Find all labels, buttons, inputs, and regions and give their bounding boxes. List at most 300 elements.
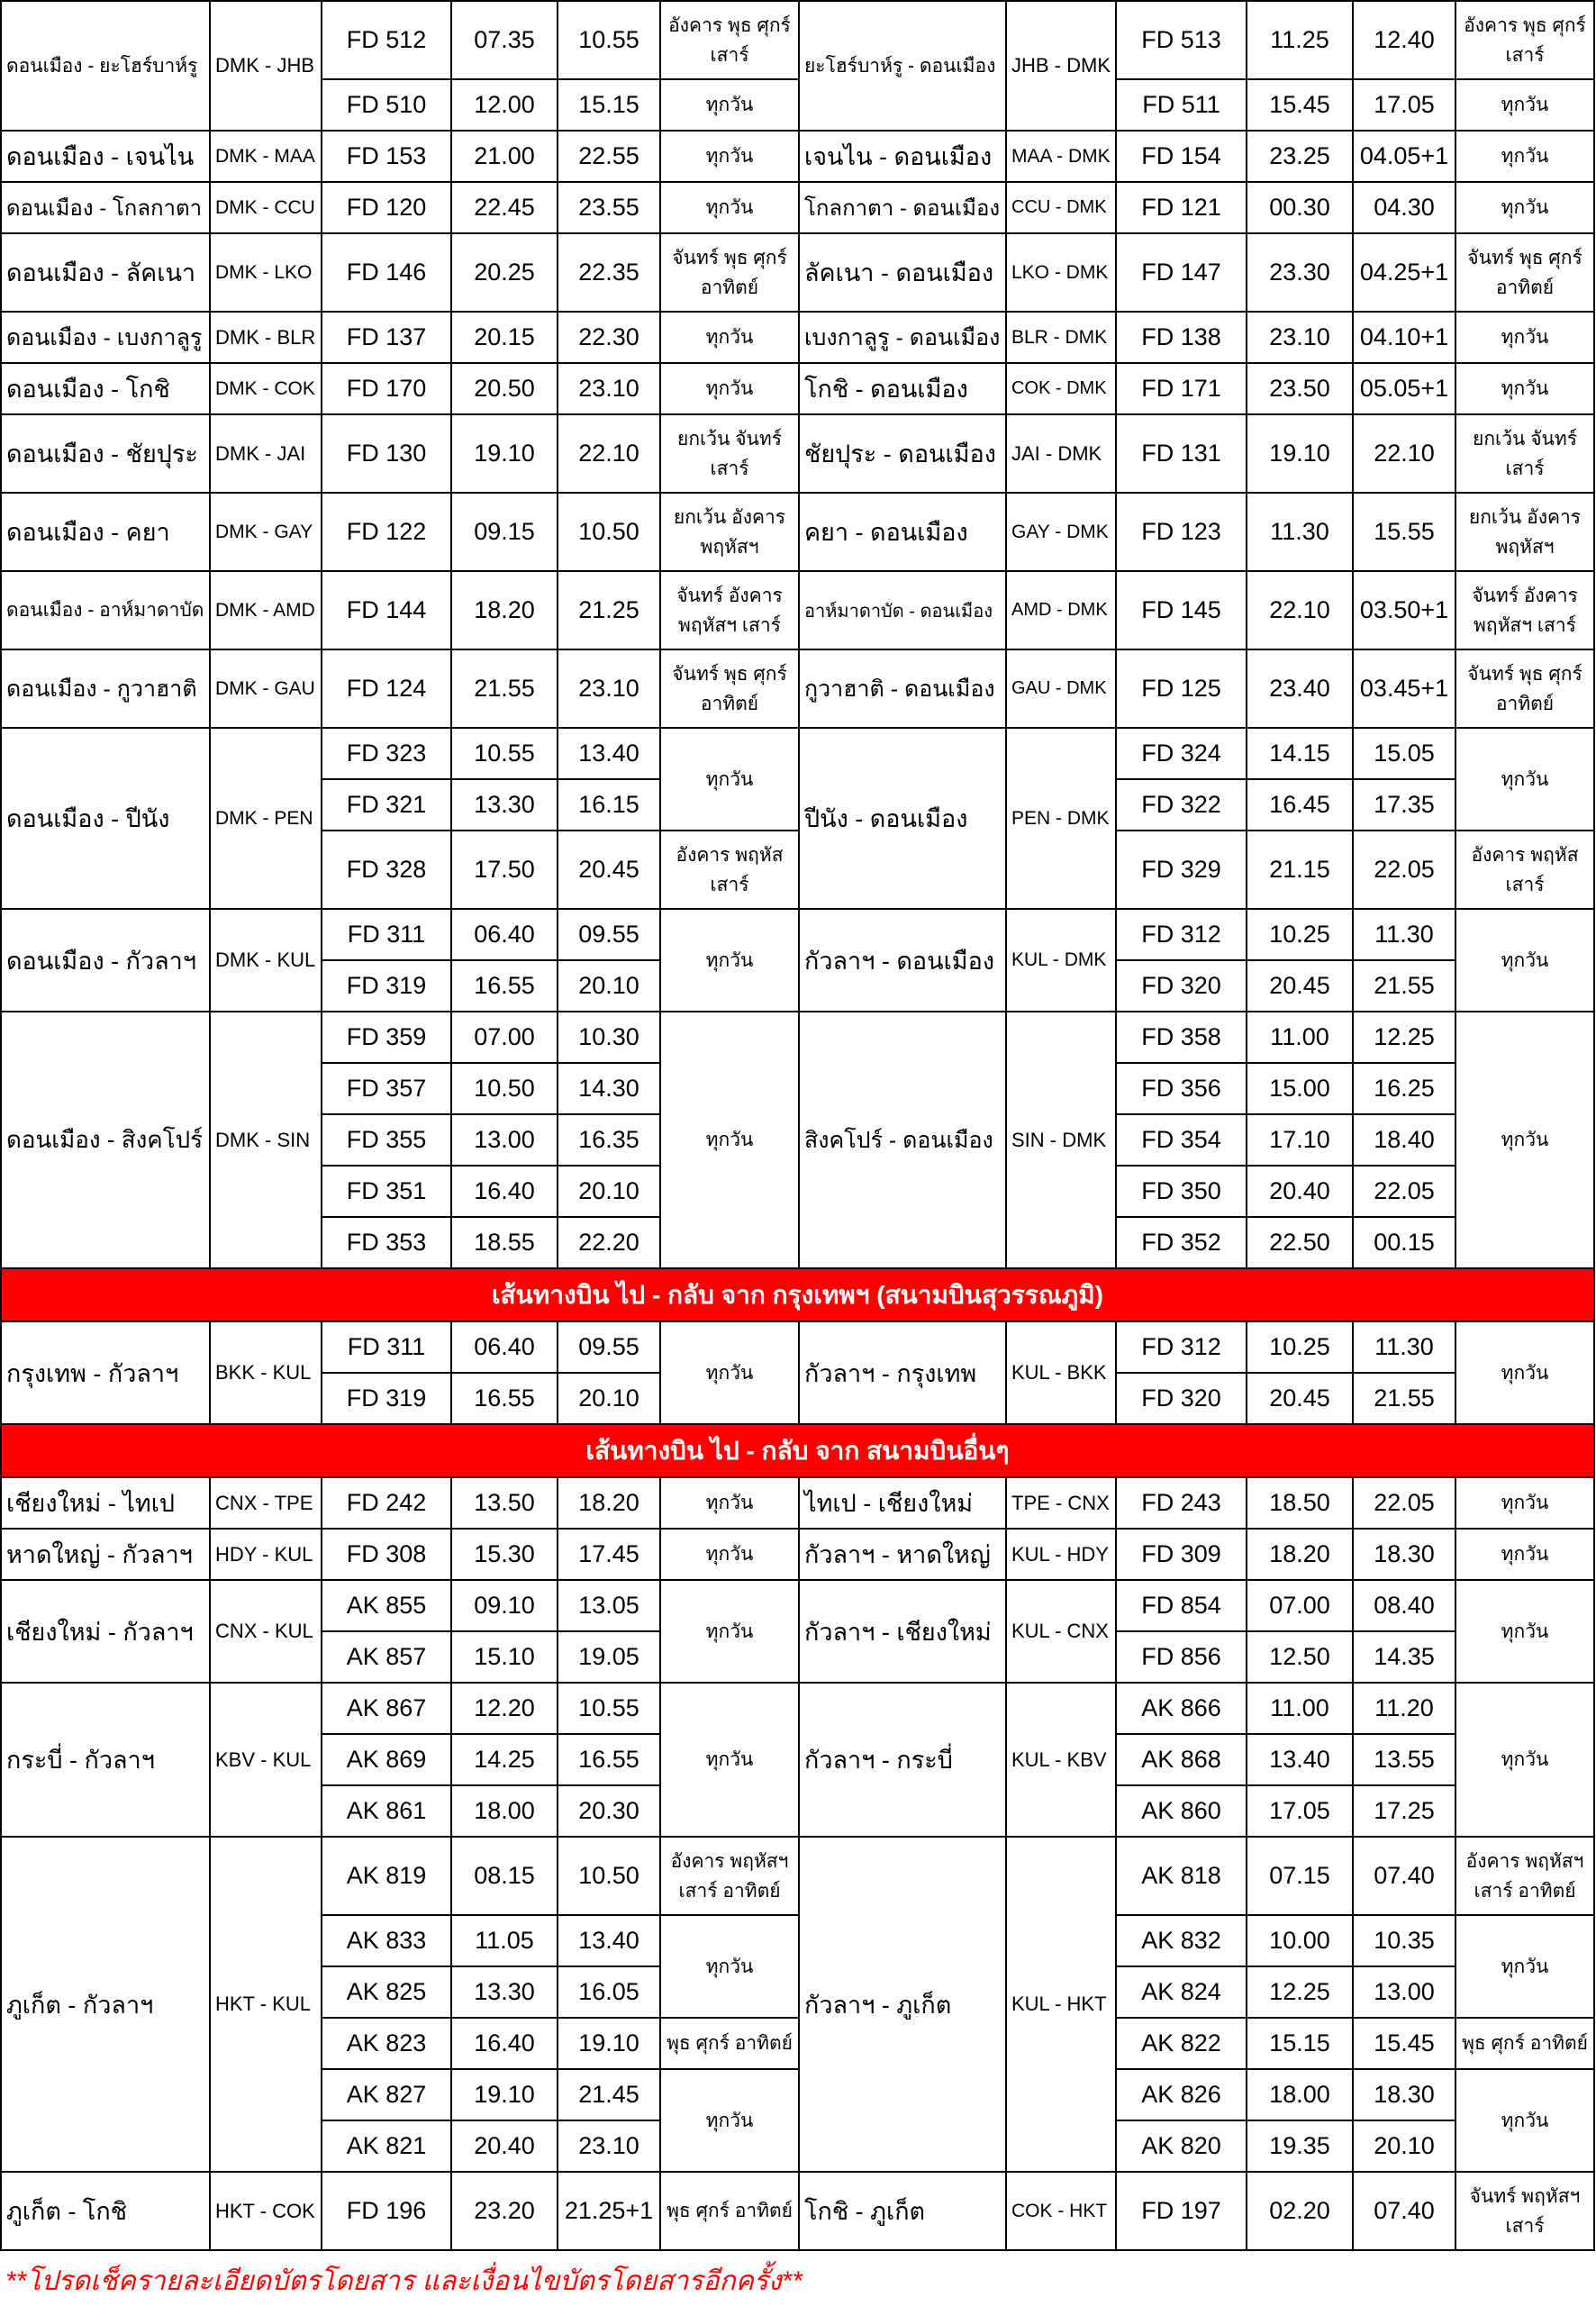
route-return: โกชิ - ดอนเมือง bbox=[800, 364, 1007, 415]
departure-time-return: 10.25 bbox=[1247, 910, 1354, 961]
operating-days-outbound bbox=[661, 2070, 800, 2173]
departure-time-return: 11.25 bbox=[1247, 2, 1354, 80]
arrival-time-return: 12.25 bbox=[1354, 1012, 1456, 1064]
operating-days-outbound bbox=[661, 2019, 800, 2070]
route-code-return: PEN - DMK bbox=[1007, 729, 1117, 910]
flight-number-return: FD 125 bbox=[1117, 650, 1247, 729]
departure-time-return: 22.10 bbox=[1247, 572, 1354, 650]
route-outbound: ภูเก็ต - กัวลาฯ bbox=[2, 1838, 211, 2173]
departure-time-return: 17.10 bbox=[1247, 1115, 1354, 1167]
departure-time-outbound: 12.20 bbox=[452, 1684, 558, 1735]
flight-number-outbound: FD 124 bbox=[322, 650, 452, 729]
arrival-time-outbound: 13.40 bbox=[558, 729, 661, 780]
departure-time-return: 11.00 bbox=[1247, 1012, 1354, 1064]
operating-days-outbound bbox=[661, 494, 800, 572]
route-code-return: KUL - BKK bbox=[1007, 1322, 1117, 1425]
arrival-time-return: 13.55 bbox=[1354, 1735, 1456, 1786]
departure-time-return: 18.20 bbox=[1247, 1530, 1354, 1581]
departure-time-outbound: 17.50 bbox=[452, 831, 558, 910]
flight-number-return: FD 243 bbox=[1117, 1478, 1247, 1530]
operating-days-line: ทุกวัน bbox=[705, 327, 754, 348]
operating-days-return bbox=[1456, 234, 1595, 313]
arrival-time-return: 03.45+1 bbox=[1354, 650, 1456, 729]
operating-days-line: เสาร์ bbox=[1505, 458, 1545, 479]
operating-days-outbound bbox=[661, 1530, 800, 1581]
arrival-time-return: 04.30 bbox=[1354, 183, 1456, 234]
route-return: เจนไน - ดอนเมือง bbox=[800, 132, 1007, 183]
departure-time-outbound: 09.10 bbox=[452, 1581, 558, 1632]
route-code-outbound: DMK - SIN bbox=[211, 1012, 322, 1269]
operating-days-return bbox=[1456, 132, 1595, 183]
arrival-time-outbound: 23.10 bbox=[558, 364, 661, 415]
route-outbound: กระบี่ - กัวลาฯ bbox=[2, 1684, 211, 1838]
departure-time-return: 15.45 bbox=[1247, 80, 1354, 132]
arrival-time-outbound: 10.50 bbox=[558, 494, 661, 572]
flight-number-outbound: FD 196 bbox=[322, 2173, 452, 2251]
operating-days-line: ทุกวัน bbox=[705, 1130, 754, 1150]
route-code-outbound: HKT - KUL bbox=[211, 1838, 322, 2173]
operating-days-outbound bbox=[661, 572, 800, 650]
flight-number-outbound: FD 130 bbox=[322, 415, 452, 494]
arrival-time-return: 17.25 bbox=[1354, 1786, 1456, 1838]
operating-days-line: พฤหัสฯ bbox=[1495, 536, 1555, 558]
arrival-time-return: 04.25+1 bbox=[1354, 234, 1456, 313]
operating-days-outbound bbox=[661, 313, 800, 364]
operating-days-line: ทุกวัน bbox=[1501, 1130, 1549, 1150]
arrival-time-return: 15.45 bbox=[1354, 2019, 1456, 2070]
arrival-time-return: 03.50+1 bbox=[1354, 572, 1456, 650]
departure-time-outbound: 21.55 bbox=[452, 650, 558, 729]
arrival-time-outbound: 13.40 bbox=[558, 1916, 661, 1967]
route-code-return: JHB - DMK bbox=[1007, 2, 1117, 132]
departure-time-outbound: 11.05 bbox=[452, 1916, 558, 1967]
operating-days-outbound bbox=[661, 183, 800, 234]
operating-days-outbound bbox=[661, 910, 800, 1012]
operating-days-line: ทุกวัน bbox=[1501, 949, 1549, 971]
arrival-time-outbound: 23.55 bbox=[558, 183, 661, 234]
departure-time-outbound: 19.10 bbox=[452, 415, 558, 494]
departure-time-return: 10.25 bbox=[1247, 1322, 1354, 1374]
operating-days-line: ทุกวัน bbox=[705, 197, 754, 218]
arrival-time-outbound: 09.55 bbox=[558, 910, 661, 961]
operating-days-line: ทุกวัน bbox=[705, 1749, 754, 1770]
route-outbound: กรุงเทพ - กัวลาฯ bbox=[2, 1322, 211, 1425]
operating-days-line: อาทิตย์ bbox=[700, 277, 759, 298]
flight-number-outbound: AK 857 bbox=[322, 1632, 452, 1684]
departure-time-return: 07.15 bbox=[1247, 1838, 1354, 1916]
operating-days-line: จันทร์ พุธ ศุกร์ bbox=[672, 247, 787, 268]
departure-time-outbound: 18.55 bbox=[452, 1218, 558, 1269]
arrival-time-return: 16.25 bbox=[1354, 1064, 1456, 1115]
departure-time-outbound: 19.10 bbox=[452, 2070, 558, 2121]
operating-days-return bbox=[1456, 313, 1595, 364]
arrival-time-return: 15.05 bbox=[1354, 729, 1456, 780]
operating-days-outbound bbox=[661, 132, 800, 183]
arrival-time-outbound: 10.50 bbox=[558, 1838, 661, 1916]
flight-number-return: FD 138 bbox=[1117, 313, 1247, 364]
route-code-return: KUL - DMK bbox=[1007, 910, 1117, 1012]
arrival-time-return: 21.55 bbox=[1354, 961, 1456, 1012]
flight-number-outbound: AK 833 bbox=[322, 1916, 452, 1967]
operating-days-line: ทุกวัน bbox=[1501, 1749, 1549, 1770]
arrival-time-outbound: 22.30 bbox=[558, 313, 661, 364]
departure-time-outbound: 20.25 bbox=[452, 234, 558, 313]
operating-days-outbound bbox=[661, 80, 800, 132]
arrival-time-return: 17.05 bbox=[1354, 80, 1456, 132]
operating-days-outbound bbox=[661, 650, 800, 729]
operating-days-line: ยกเว้น อังคาร bbox=[673, 506, 786, 528]
operating-days-line: พฤหัสฯ เสาร์ bbox=[678, 614, 781, 636]
operating-days-line: พุธ ศุกร์ อาทิตย์ bbox=[667, 2033, 793, 2054]
departure-time-return: 17.05 bbox=[1247, 1786, 1354, 1838]
flight-number-return: AK 868 bbox=[1117, 1735, 1247, 1786]
section-header: เส้นทางบิน ไป - กลับ จาก กรุงเทพฯ (สนามบินสุวรรณภูมิ) bbox=[2, 1269, 1595, 1322]
departure-time-outbound: 16.55 bbox=[452, 1374, 558, 1425]
operating-days-line: ทุกวัน bbox=[1501, 1493, 1549, 1513]
operating-days-line: เสาร์ bbox=[710, 458, 749, 479]
route-return: โกชิ - ภูเก็ต bbox=[800, 2173, 1007, 2251]
route-code-return: KUL - HKT bbox=[1007, 1838, 1117, 2173]
departure-time-outbound: 16.55 bbox=[452, 961, 558, 1012]
route-outbound: ดอนเมือง - ชัยปุระ bbox=[2, 415, 211, 494]
section-header: เส้นทางบิน ไป - กลับ จาก สนามบินอื่นๆ bbox=[2, 1425, 1595, 1478]
arrival-time-outbound: 20.10 bbox=[558, 961, 661, 1012]
flight-number-outbound: FD 144 bbox=[322, 572, 452, 650]
route-return: กัวลาฯ - เชียงใหม่ bbox=[800, 1581, 1007, 1684]
operating-days-line: เสาร์ bbox=[710, 44, 749, 66]
flight-number-return: FD 123 bbox=[1117, 494, 1247, 572]
operating-days-outbound bbox=[661, 1012, 800, 1269]
route-code-return: AMD - DMK bbox=[1007, 572, 1117, 650]
arrival-time-return: 13.00 bbox=[1354, 1967, 1456, 2019]
operating-days-outbound bbox=[661, 1478, 800, 1530]
departure-time-outbound: 13.30 bbox=[452, 1967, 558, 2019]
operating-days-line: อาทิตย์ bbox=[1495, 277, 1555, 298]
arrival-time-return: 22.05 bbox=[1354, 1167, 1456, 1218]
flight-number-return: FD 354 bbox=[1117, 1115, 1247, 1167]
departure-time-return: 10.00 bbox=[1247, 1916, 1354, 1967]
arrival-time-return: 08.40 bbox=[1354, 1581, 1456, 1632]
operating-days-return bbox=[1456, 1478, 1595, 1530]
departure-time-return: 15.15 bbox=[1247, 2019, 1354, 2070]
operating-days-outbound bbox=[661, 1916, 800, 2019]
route-return: กัวลาฯ - หาดใหญ่ bbox=[800, 1530, 1007, 1581]
flight-number-outbound: FD 122 bbox=[322, 494, 452, 572]
departure-time-outbound: 06.40 bbox=[452, 1322, 558, 1374]
departure-time-outbound: 15.10 bbox=[452, 1632, 558, 1684]
flight-number-return: FD 145 bbox=[1117, 572, 1247, 650]
flight-number-outbound: AK 823 bbox=[322, 2019, 452, 2070]
flight-number-outbound: FD 242 bbox=[322, 1478, 452, 1530]
arrival-time-outbound: 20.45 bbox=[558, 831, 661, 910]
arrival-time-outbound: 16.15 bbox=[558, 780, 661, 831]
operating-days-line: ทุกวัน bbox=[705, 1362, 754, 1384]
departure-time-return: 23.10 bbox=[1247, 313, 1354, 364]
flight-number-return: FD 154 bbox=[1117, 132, 1247, 183]
arrival-time-return: 05.05+1 bbox=[1354, 364, 1456, 415]
flight-number-return: FD 854 bbox=[1117, 1581, 1247, 1632]
route-return: อาห์มาดาบัด - ดอนเมือง bbox=[800, 572, 1007, 650]
departure-time-outbound: 23.20 bbox=[452, 2173, 558, 2251]
flight-number-return: FD 312 bbox=[1117, 910, 1247, 961]
flight-number-outbound: FD 311 bbox=[322, 1322, 452, 1374]
flight-number-return: FD 320 bbox=[1117, 961, 1247, 1012]
flight-number-outbound: FD 146 bbox=[322, 234, 452, 313]
route-return: กัวลาฯ - ภูเก็ต bbox=[800, 1838, 1007, 2173]
operating-days-line: เสาร์ อาทิตย์ bbox=[1474, 1880, 1576, 1902]
flight-number-outbound: FD 311 bbox=[322, 910, 452, 961]
flight-number-return: FD 329 bbox=[1117, 831, 1247, 910]
flight-number-return: AK 818 bbox=[1117, 1838, 1247, 1916]
departure-time-outbound: 13.00 bbox=[452, 1115, 558, 1167]
operating-days-line: ทุกวัน bbox=[705, 378, 754, 399]
departure-time-outbound: 16.40 bbox=[452, 1167, 558, 1218]
operating-days-line: พุธ ศุกร์ อาทิตย์ bbox=[667, 2201, 793, 2221]
departure-time-outbound: 22.45 bbox=[452, 183, 558, 234]
operating-days-line: เสาร์ อาทิตย์ bbox=[678, 1880, 781, 1902]
arrival-time-outbound: 17.45 bbox=[558, 1530, 661, 1581]
arrival-time-outbound: 09.55 bbox=[558, 1322, 661, 1374]
departure-time-return: 21.15 bbox=[1247, 831, 1354, 910]
arrival-time-return: 12.40 bbox=[1354, 2, 1456, 80]
route-code-outbound: BKK - KUL bbox=[211, 1322, 322, 1425]
operating-days-line: จันทร์ พุธ ศุกร์ bbox=[672, 663, 787, 685]
departure-time-outbound: 12.00 bbox=[452, 80, 558, 132]
departure-time-outbound: 07.00 bbox=[452, 1012, 558, 1064]
operating-days-line: ทุกวัน bbox=[705, 949, 754, 971]
operating-days-line: พุธ ศุกร์ อาทิตย์ bbox=[1462, 2033, 1588, 2054]
route-code-return: BLR - DMK bbox=[1007, 313, 1117, 364]
departure-time-return: 11.30 bbox=[1247, 494, 1354, 572]
operating-days-line: ทุกวัน bbox=[1501, 1544, 1549, 1565]
departure-time-return: 23.30 bbox=[1247, 234, 1354, 313]
route-outbound: เชียงใหม่ - กัวลาฯ bbox=[2, 1581, 211, 1684]
operating-days-return bbox=[1456, 910, 1595, 1012]
operating-days-outbound bbox=[661, 831, 800, 910]
flight-number-return: AK 824 bbox=[1117, 1967, 1247, 2019]
route-outbound: ดอนเมือง - สิงคโปร์ bbox=[2, 1012, 211, 1269]
arrival-time-outbound: 10.30 bbox=[558, 1012, 661, 1064]
operating-days-return bbox=[1456, 650, 1595, 729]
departure-time-outbound: 13.30 bbox=[452, 780, 558, 831]
operating-days-return bbox=[1456, 494, 1595, 572]
route-code-outbound: DMK - COK bbox=[211, 364, 322, 415]
operating-days-line: ทุกวัน bbox=[705, 95, 754, 115]
arrival-time-outbound: 13.05 bbox=[558, 1581, 661, 1632]
flight-number-outbound: FD 328 bbox=[322, 831, 452, 910]
operating-days-line: จันทร์ อังคาร bbox=[1472, 585, 1578, 606]
operating-days-line: ทุกวัน bbox=[1501, 1956, 1549, 1977]
arrival-time-return: 21.55 bbox=[1354, 1374, 1456, 1425]
arrival-time-return: 22.05 bbox=[1354, 831, 1456, 910]
flight-number-return: FD 856 bbox=[1117, 1632, 1247, 1684]
route-outbound: ดอนเมือง - เบงกาลูรู bbox=[2, 313, 211, 364]
departure-time-outbound: 13.50 bbox=[452, 1478, 558, 1530]
arrival-time-outbound: 22.35 bbox=[558, 234, 661, 313]
departure-time-return: 12.25 bbox=[1247, 1967, 1354, 2019]
route-return: กูวาฮาติ - ดอนเมือง bbox=[800, 650, 1007, 729]
operating-days-line: เสาร์ bbox=[1505, 44, 1545, 66]
departure-time-outbound: 10.50 bbox=[452, 1064, 558, 1115]
departure-time-return: 13.40 bbox=[1247, 1735, 1354, 1786]
arrival-time-outbound: 21.25+1 bbox=[558, 2173, 661, 2251]
operating-days-line: พฤหัสฯ เสาร์ bbox=[1474, 614, 1576, 636]
arrival-time-return: 18.30 bbox=[1354, 2070, 1456, 2121]
departure-time-return: 16.45 bbox=[1247, 780, 1354, 831]
route-return: กัวลาฯ - กรุงเทพ bbox=[800, 1322, 1007, 1425]
arrival-time-return: 22.05 bbox=[1354, 1478, 1456, 1530]
footer-note: **โปรดเช็ครายละเอียดบัตรโดยสาร และเงื่อนไขบัตรโดยสารอีกครั้ง** bbox=[5, 2266, 803, 2296]
operating-days-outbound bbox=[661, 234, 800, 313]
departure-time-outbound: 09.15 bbox=[452, 494, 558, 572]
flight-number-outbound: FD 510 bbox=[322, 80, 452, 132]
flight-number-return: FD 320 bbox=[1117, 1374, 1247, 1425]
operating-days-line: อาทิตย์ bbox=[1495, 693, 1555, 714]
route-code-outbound: DMK - AMD bbox=[211, 572, 322, 650]
operating-days-line: ทุกวัน bbox=[705, 146, 754, 167]
route-outbound: ดอนเมือง - กัวลาฯ bbox=[2, 910, 211, 1012]
departure-time-outbound: 20.15 bbox=[452, 313, 558, 364]
flight-number-outbound: FD 321 bbox=[322, 780, 452, 831]
operating-days-return bbox=[1456, 1322, 1595, 1425]
arrival-time-outbound: 10.55 bbox=[558, 1684, 661, 1735]
flight-number-return: FD 513 bbox=[1117, 2, 1247, 80]
flight-number-outbound: AK 821 bbox=[322, 2121, 452, 2173]
operating-days-line: อังคาร พฤหัสฯ bbox=[1465, 1850, 1584, 1872]
flight-number-outbound: FD 137 bbox=[322, 313, 452, 364]
arrival-time-return: 07.40 bbox=[1354, 1838, 1456, 1916]
operating-days-line: ทุกวัน bbox=[1501, 327, 1549, 348]
departure-time-return: 07.00 bbox=[1247, 1581, 1354, 1632]
operating-days-line: ทุกวัน bbox=[705, 768, 754, 790]
operating-days-return bbox=[1456, 1916, 1595, 2019]
arrival-time-outbound: 10.55 bbox=[558, 2, 661, 80]
arrival-time-outbound: 22.20 bbox=[558, 1218, 661, 1269]
departure-time-return: 02.20 bbox=[1247, 2173, 1354, 2251]
arrival-time-return: 11.30 bbox=[1354, 1322, 1456, 1374]
flight-number-outbound: FD 308 bbox=[322, 1530, 452, 1581]
route-outbound: ดอนเมือง - กูวาฮาติ bbox=[2, 650, 211, 729]
arrival-time-outbound: 23.10 bbox=[558, 2121, 661, 2173]
route-code-outbound: DMK - GAU bbox=[211, 650, 322, 729]
route-code-outbound: DMK - PEN bbox=[211, 729, 322, 910]
arrival-time-outbound: 20.10 bbox=[558, 1374, 661, 1425]
flight-number-return: FD 312 bbox=[1117, 1322, 1247, 1374]
departure-time-return: 18.50 bbox=[1247, 1478, 1354, 1530]
operating-days-line: ยกเว้น จันทร์ bbox=[1473, 428, 1577, 449]
flight-number-outbound: FD 512 bbox=[322, 2, 452, 80]
flight-number-return: AK 860 bbox=[1117, 1786, 1247, 1838]
route-outbound: ดอนเมือง - ปีนัง bbox=[2, 729, 211, 910]
flight-number-outbound: AK 867 bbox=[322, 1684, 452, 1735]
operating-days-line: จันทร์ พฤหัสฯ bbox=[1469, 2185, 1581, 2207]
route-outbound: ดอนเมือง - ลัคเนา bbox=[2, 234, 211, 313]
operating-days-line: จันทร์ พุธ ศุกร์ bbox=[1467, 247, 1582, 268]
arrival-time-outbound: 22.10 bbox=[558, 415, 661, 494]
departure-time-outbound: 14.25 bbox=[452, 1735, 558, 1786]
route-return: เบงกาลูรู - ดอนเมือง bbox=[800, 313, 1007, 364]
operating-days-line: อังคาร พุธ ศุกร์ bbox=[1464, 14, 1586, 36]
flight-number-return: FD 358 bbox=[1117, 1012, 1247, 1064]
departure-time-return: 00.30 bbox=[1247, 183, 1354, 234]
arrival-time-return: 00.15 bbox=[1354, 1218, 1456, 1269]
route-return: ลัคเนา - ดอนเมือง bbox=[800, 234, 1007, 313]
route-code-return: COK - HKT bbox=[1007, 2173, 1117, 2251]
operating-days-line: เสาร์ bbox=[710, 874, 749, 895]
operating-days-line: ทุกวัน bbox=[1501, 197, 1549, 218]
flight-number-outbound: FD 355 bbox=[322, 1115, 452, 1167]
flight-number-return: AK 866 bbox=[1117, 1684, 1247, 1735]
departure-time-return: 19.10 bbox=[1247, 415, 1354, 494]
arrival-time-return: 22.10 bbox=[1354, 415, 1456, 494]
operating-days-return bbox=[1456, 183, 1595, 234]
flight-number-outbound: FD 319 bbox=[322, 961, 452, 1012]
operating-days-return bbox=[1456, 572, 1595, 650]
arrival-time-return: 11.30 bbox=[1354, 910, 1456, 961]
arrival-time-outbound: 18.20 bbox=[558, 1478, 661, 1530]
route-code-outbound: KBV - KUL bbox=[211, 1684, 322, 1838]
arrival-time-outbound: 21.25 bbox=[558, 572, 661, 650]
arrival-time-return: 04.05+1 bbox=[1354, 132, 1456, 183]
departure-time-outbound: 07.35 bbox=[452, 2, 558, 80]
route-code-outbound: HDY - KUL bbox=[211, 1530, 322, 1581]
departure-time-return: 14.15 bbox=[1247, 729, 1354, 780]
route-code-outbound: DMK - BLR bbox=[211, 313, 322, 364]
operating-days-line: ทุกวัน bbox=[705, 2110, 754, 2131]
arrival-time-return: 15.55 bbox=[1354, 494, 1456, 572]
flight-number-return: FD 356 bbox=[1117, 1064, 1247, 1115]
flight-number-return: FD 121 bbox=[1117, 183, 1247, 234]
departure-time-outbound: 21.00 bbox=[452, 132, 558, 183]
arrival-time-outbound: 16.55 bbox=[558, 1735, 661, 1786]
flight-number-return: FD 352 bbox=[1117, 1218, 1247, 1269]
operating-days-line: ทุกวัน bbox=[1501, 768, 1549, 790]
operating-days-outbound bbox=[661, 415, 800, 494]
arrival-time-outbound: 20.10 bbox=[558, 1167, 661, 1218]
route-return: กัวลาฯ - กระบี่ bbox=[800, 1684, 1007, 1838]
operating-days-return bbox=[1456, 2173, 1595, 2251]
flight-number-return: FD 511 bbox=[1117, 80, 1247, 132]
route-code-outbound: DMK - JHB bbox=[211, 2, 322, 132]
departure-time-return: 20.45 bbox=[1247, 1374, 1354, 1425]
route-outbound: หาดใหญ่ - กัวลาฯ bbox=[2, 1530, 211, 1581]
flight-number-outbound: AK 861 bbox=[322, 1786, 452, 1838]
route-code-return: KUL - HDY bbox=[1007, 1530, 1117, 1581]
operating-days-line: ทุกวัน bbox=[705, 1493, 754, 1513]
route-code-outbound: DMK - GAY bbox=[211, 494, 322, 572]
route-code-return: KUL - KBV bbox=[1007, 1684, 1117, 1838]
departure-time-return: 22.50 bbox=[1247, 1218, 1354, 1269]
flight-number-return: FD 197 bbox=[1117, 2173, 1247, 2251]
operating-days-return bbox=[1456, 831, 1595, 910]
route-code-outbound: HKT - COK bbox=[211, 2173, 322, 2251]
operating-days-outbound bbox=[661, 364, 800, 415]
operating-days-outbound bbox=[661, 2, 800, 80]
route-outbound: ดอนเมือง - โกลกาตา bbox=[2, 183, 211, 234]
route-code-outbound: DMK - MAA bbox=[211, 132, 322, 183]
operating-days-line: ยกเว้น จันทร์ bbox=[677, 428, 782, 449]
operating-days-return bbox=[1456, 1581, 1595, 1684]
flight-number-return: AK 822 bbox=[1117, 2019, 1247, 2070]
route-code-outbound: DMK - CCU bbox=[211, 183, 322, 234]
operating-days-line: อาทิตย์ bbox=[700, 693, 759, 714]
operating-days-line: เสาร์ bbox=[1505, 2215, 1545, 2237]
flight-number-return: AK 832 bbox=[1117, 1916, 1247, 1967]
operating-days-line: อังคาร พุธ ศุกร์ bbox=[668, 14, 791, 36]
route-code-return: GAY - DMK bbox=[1007, 494, 1117, 572]
route-code-return: SIN - DMK bbox=[1007, 1012, 1117, 1269]
operating-days-return bbox=[1456, 1684, 1595, 1838]
